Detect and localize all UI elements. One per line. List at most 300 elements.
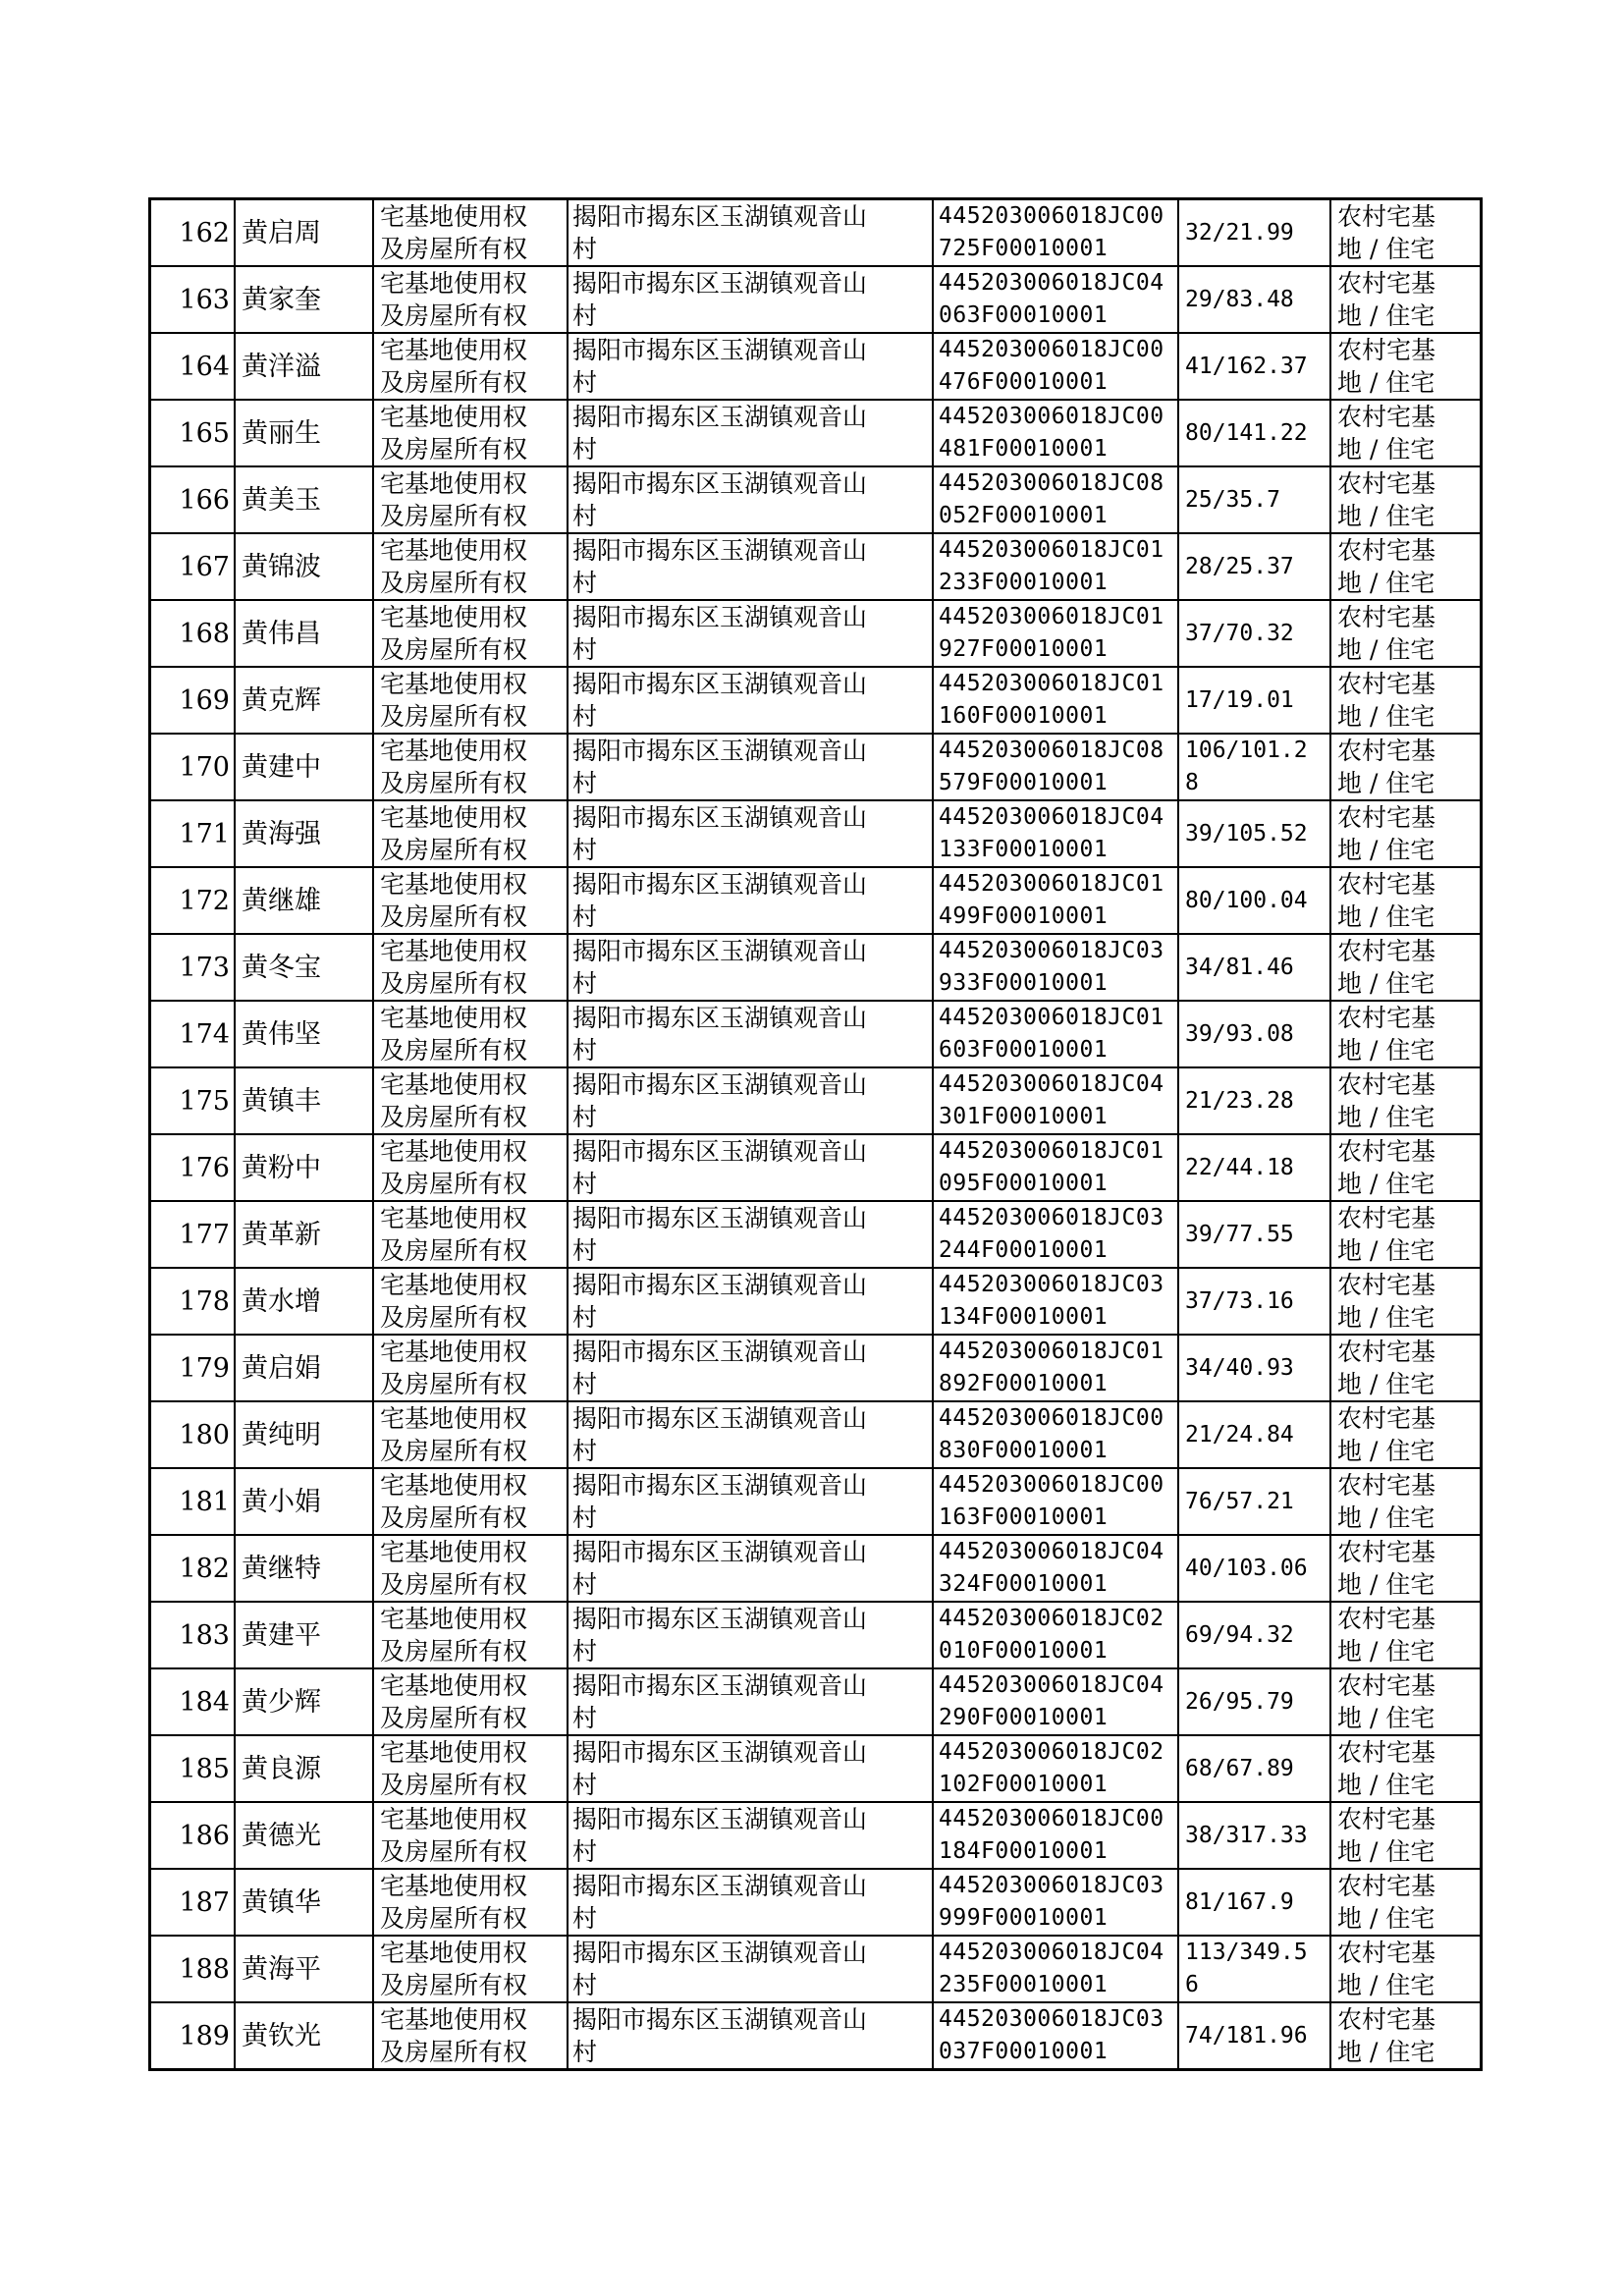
unit-code-cell-line-1: 445203006018JC04 [939, 1071, 1164, 1097]
land-use-cell-line-2: 地 / 住宅 [1337, 1637, 1435, 1666]
area-cell-line-1: 34/81.46 [1185, 954, 1294, 980]
location-cell [568, 1468, 933, 1535]
unit-code-cell-line-1: 445203006018JC00 [939, 1472, 1164, 1498]
right-type-cell-line-1: 宅基地使用权 [380, 737, 528, 765]
row-number-cell: 183 [150, 1602, 236, 1668]
land-use-cell-line-2: 地 / 住宅 [1337, 635, 1435, 664]
location-cell-line-2: 村 [572, 635, 598, 664]
right-type-cell-line-1: 宅基地使用权 [380, 1004, 528, 1032]
area-cell-line-1: 39/93.08 [1185, 1020, 1294, 1047]
unit-code-cell [933, 1535, 1178, 1602]
right-type-cell-line-1: 宅基地使用权 [380, 803, 528, 832]
table-row [150, 266, 1482, 333]
row-number-cell: 186 [150, 1802, 236, 1869]
table-row [150, 800, 1482, 867]
location-cell [568, 199, 933, 267]
right-type-cell-line-2: 及房屋所有权 [380, 435, 528, 464]
land-use-cell-line-2: 地 / 住宅 [1337, 368, 1435, 397]
right-type-cell-line-1: 宅基地使用权 [380, 269, 528, 298]
owner-name-cell: 黄建平 [235, 1602, 373, 1668]
row-number-cell: 163 [150, 266, 236, 333]
right-type-cell-line-2: 及房屋所有权 [380, 702, 528, 731]
table-row [150, 1067, 1482, 1134]
location-cell-line-1: 揭阳市揭东区玉湖镇观音山 [572, 536, 868, 565]
location-cell-line-1: 揭阳市揭东区玉湖镇观音山 [572, 870, 868, 899]
location-cell-line-1: 揭阳市揭东区玉湖镇观音山 [572, 1671, 868, 1700]
right-type-cell [373, 934, 568, 1001]
land-use-cell-line-1: 农村宅基 [1337, 1939, 1436, 1967]
owner-name-cell: 黄继特 [235, 1535, 373, 1602]
right-type-cell-line-1: 宅基地使用权 [380, 1605, 528, 1633]
unit-code-cell [933, 1268, 1178, 1335]
right-type-cell-line-2: 及房屋所有权 [380, 502, 528, 530]
land-use-cell-line-1: 农村宅基 [1337, 870, 1436, 899]
land-use-cell-line-2: 地 / 住宅 [1337, 1771, 1435, 1799]
area-cell-line-2: 8 [1185, 770, 1199, 795]
table-row [150, 1268, 1482, 1335]
area-cell [1178, 934, 1330, 1001]
location-cell-line-1: 揭阳市揭东区玉湖镇观音山 [572, 1872, 868, 1900]
right-type-cell [373, 600, 568, 667]
right-type-cell-line-2: 及房屋所有权 [380, 836, 528, 864]
land-use-cell-line-2: 地 / 住宅 [1337, 1837, 1435, 1866]
land-use-cell-line-2: 地 / 住宅 [1337, 702, 1435, 731]
location-cell-line-2: 村 [572, 702, 598, 731]
location-cell [568, 1067, 933, 1134]
row-number-cell: 168 [150, 600, 236, 667]
owner-name-cell: 黄海平 [235, 1936, 373, 2002]
table-row [150, 2002, 1482, 2070]
land-use-cell [1330, 1602, 1482, 1668]
area-cell [1178, 533, 1330, 600]
right-type-cell [373, 734, 568, 800]
right-type-cell [373, 1802, 568, 1869]
right-type-cell-line-1: 宅基地使用权 [380, 1738, 528, 1767]
land-use-cell-line-1: 农村宅基 [1337, 937, 1436, 965]
location-cell-line-1: 揭阳市揭东区玉湖镇观音山 [572, 1204, 868, 1232]
unit-code-cell [933, 600, 1178, 667]
location-cell [568, 1668, 933, 1735]
unit-code-cell-line-1: 445203006018JC04 [939, 270, 1164, 296]
land-use-cell [1330, 1067, 1482, 1134]
area-cell [1178, 1535, 1330, 1602]
unit-code-cell-line-2: 476F00010001 [939, 369, 1109, 395]
right-type-cell-line-1: 宅基地使用权 [380, 1805, 528, 1833]
area-cell [1178, 266, 1330, 333]
land-use-cell [1330, 1802, 1482, 1869]
land-use-cell [1330, 1134, 1482, 1201]
unit-code-cell-line-2: 999F00010001 [939, 1905, 1109, 1931]
land-use-cell-line-2: 地 / 住宅 [1337, 1704, 1435, 1732]
location-cell-line-2: 村 [572, 1637, 598, 1666]
right-type-cell-line-2: 及房屋所有权 [380, 1837, 528, 1866]
location-cell-line-1: 揭阳市揭东区玉湖镇观音山 [572, 1805, 868, 1833]
row-number-cell: 162 [150, 199, 236, 267]
right-type-cell [373, 333, 568, 400]
row-number-cell: 165 [150, 400, 236, 466]
land-use-cell-line-2: 地 / 住宅 [1337, 235, 1435, 263]
owner-name-cell: 黄伟昌 [235, 600, 373, 667]
table-row [150, 1535, 1482, 1602]
land-use-cell-line-2: 地 / 住宅 [1337, 836, 1435, 864]
area-cell-line-1: 80/141.22 [1185, 419, 1308, 446]
location-cell-line-2: 村 [572, 368, 598, 397]
land-use-cell-line-1: 农村宅基 [1337, 403, 1436, 431]
area-cell-line-1: 40/103.06 [1185, 1555, 1308, 1581]
land-use-cell-line-2: 地 / 住宅 [1337, 1036, 1435, 1065]
right-type-cell-line-2: 及房屋所有权 [380, 1370, 528, 1398]
unit-code-cell-line-1: 445203006018JC02 [939, 1739, 1164, 1765]
owner-name-cell: 黄继雄 [235, 867, 373, 934]
right-type-cell-line-1: 宅基地使用权 [380, 1404, 528, 1433]
right-type-cell-line-1: 宅基地使用权 [380, 1939, 528, 1967]
owner-name-cell: 黄冬宝 [235, 934, 373, 1001]
land-use-cell [1330, 1335, 1482, 1401]
land-use-cell [1330, 466, 1482, 533]
area-cell [1178, 1067, 1330, 1134]
area-cell-line-1: 34/40.93 [1185, 1354, 1294, 1381]
right-type-cell [373, 1869, 568, 1936]
area-cell-line-1: 81/167.9 [1185, 1888, 1294, 1915]
right-type-cell-line-2: 及房屋所有权 [380, 1236, 528, 1265]
unit-code-cell-line-2: 481F00010001 [939, 436, 1109, 462]
location-cell [568, 1268, 933, 1335]
unit-code-cell-line-2: 933F00010001 [939, 970, 1109, 996]
row-number-cell: 179 [150, 1335, 236, 1401]
land-use-cell [1330, 2002, 1482, 2070]
table-row [150, 1001, 1482, 1067]
right-type-cell-line-2: 及房屋所有权 [380, 1103, 528, 1131]
table-row [150, 1335, 1482, 1401]
right-type-cell-line-2: 及房屋所有权 [380, 1303, 528, 1332]
right-type-cell-line-2: 及房屋所有权 [380, 902, 528, 931]
area-cell [1178, 1735, 1330, 1802]
table-row [150, 1936, 1482, 2002]
table-row [150, 1134, 1482, 1201]
unit-code-cell-line-1: 445203006018JC03 [939, 938, 1164, 963]
land-use-cell-line-2: 地 / 住宅 [1337, 1904, 1435, 1933]
land-use-cell-line-1: 农村宅基 [1337, 737, 1436, 765]
land-use-cell [1330, 1668, 1482, 1735]
row-number-cell: 182 [150, 1535, 236, 1602]
unit-code-cell [933, 667, 1178, 734]
area-cell-line-1: 21/23.28 [1185, 1087, 1294, 1114]
owner-name-cell: 黄纯明 [235, 1401, 373, 1468]
row-number-cell: 188 [150, 1936, 236, 2002]
location-cell-line-2: 村 [572, 1036, 598, 1065]
area-cell [1178, 2002, 1330, 2070]
row-number-cell: 181 [150, 1468, 236, 1535]
unit-code-cell-line-2: 290F00010001 [939, 1705, 1109, 1730]
location-cell [568, 1735, 933, 1802]
land-use-cell-line-1: 农村宅基 [1337, 1671, 1436, 1700]
owner-name-cell: 黄水增 [235, 1268, 373, 1335]
land-use-cell-line-1: 农村宅基 [1337, 336, 1436, 364]
area-cell [1178, 466, 1330, 533]
unit-code-cell-line-2: 184F00010001 [939, 1838, 1109, 1864]
area-cell [1178, 400, 1330, 466]
right-type-cell-line-2: 及房屋所有权 [380, 368, 528, 397]
land-use-cell-line-1: 农村宅基 [1337, 1004, 1436, 1032]
location-cell [568, 734, 933, 800]
area-cell [1178, 1668, 1330, 1735]
unit-code-cell-line-1: 445203006018JC04 [939, 1539, 1164, 1564]
area-cell-line-1: 37/73.16 [1185, 1287, 1294, 1314]
right-type-cell [373, 800, 568, 867]
land-use-cell [1330, 800, 1482, 867]
area-cell [1178, 1802, 1330, 1869]
owner-name-cell: 黄丽生 [235, 400, 373, 466]
unit-code-cell-line-1: 445203006018JC04 [939, 804, 1164, 830]
location-cell-line-1: 揭阳市揭东区玉湖镇观音山 [572, 603, 868, 631]
row-number-cell: 174 [150, 1001, 236, 1067]
land-use-cell [1330, 1201, 1482, 1268]
row-number-cell: 189 [150, 2002, 236, 2070]
right-type-cell [373, 867, 568, 934]
right-type-cell-line-2: 及房屋所有权 [380, 235, 528, 263]
location-cell [568, 1602, 933, 1668]
location-cell-line-2: 村 [572, 235, 598, 263]
location-cell-line-2: 村 [572, 1303, 598, 1332]
unit-code-cell [933, 1201, 1178, 1268]
location-cell-line-1: 揭阳市揭东区玉湖镇观音山 [572, 469, 868, 498]
location-cell [568, 1201, 933, 1268]
land-use-cell [1330, 667, 1482, 734]
right-type-cell [373, 1001, 568, 1067]
owner-name-cell: 黄克辉 [235, 667, 373, 734]
location-cell-line-2: 村 [572, 502, 598, 530]
area-cell [1178, 600, 1330, 667]
unit-code-cell-line-2: 134F00010001 [939, 1304, 1109, 1330]
right-type-cell-line-1: 宅基地使用权 [380, 403, 528, 431]
unit-code-cell [933, 1335, 1178, 1401]
unit-code-cell-line-1: 445203006018JC01 [939, 604, 1164, 629]
land-use-cell [1330, 1735, 1482, 1802]
land-use-cell-line-2: 地 / 住宅 [1337, 435, 1435, 464]
right-type-cell-line-2: 及房屋所有权 [380, 1637, 528, 1666]
location-cell-line-2: 村 [572, 1103, 598, 1131]
location-cell [568, 333, 933, 400]
land-use-cell [1330, 734, 1482, 800]
unit-code-cell-line-2: 160F00010001 [939, 703, 1109, 729]
owner-name-cell: 黄粉中 [235, 1134, 373, 1201]
right-type-cell-line-1: 宅基地使用权 [380, 469, 528, 498]
unit-code-cell-line-2: 163F00010001 [939, 1504, 1109, 1530]
row-number-cell: 187 [150, 1869, 236, 1936]
land-use-cell-line-2: 地 / 住宅 [1337, 1236, 1435, 1265]
location-cell-line-1: 揭阳市揭东区玉湖镇观音山 [572, 1004, 868, 1032]
right-type-cell [373, 1134, 568, 1201]
owner-name-cell: 黄美玉 [235, 466, 373, 533]
location-cell-line-2: 村 [572, 1236, 598, 1265]
land-use-cell-line-2: 地 / 住宅 [1337, 2038, 1435, 2066]
location-cell [568, 600, 933, 667]
location-cell-line-2: 村 [572, 301, 598, 330]
unit-code-cell [933, 1936, 1178, 2002]
location-cell [568, 533, 933, 600]
land-use-cell-line-2: 地 / 住宅 [1337, 1971, 1435, 1999]
owner-name-cell: 黄启娟 [235, 1335, 373, 1401]
table-row [150, 1668, 1482, 1735]
land-use-cell [1330, 1001, 1482, 1067]
table-row [150, 199, 1482, 267]
row-number-cell: 184 [150, 1668, 236, 1735]
unit-code-cell-line-2: 063F00010001 [939, 302, 1109, 328]
location-cell-line-1: 揭阳市揭东区玉湖镇观音山 [572, 1939, 868, 1967]
table-row [150, 1869, 1482, 1936]
location-cell [568, 266, 933, 333]
table-row [150, 333, 1482, 400]
unit-code-cell [933, 533, 1178, 600]
row-number-cell: 171 [150, 800, 236, 867]
unit-code-cell-line-2: 233F00010001 [939, 570, 1109, 595]
location-cell-line-1: 揭阳市揭东区玉湖镇观音山 [572, 937, 868, 965]
area-cell-line-1: 113/349.5 [1185, 1940, 1308, 1965]
location-cell-line-1: 揭阳市揭东区玉湖镇观音山 [572, 202, 868, 231]
area-cell-line-1: 32/21.99 [1185, 219, 1294, 246]
right-type-cell-line-2: 及房屋所有权 [380, 1904, 528, 1933]
location-cell-line-1: 揭阳市揭东区玉湖镇观音山 [572, 1070, 868, 1099]
land-use-cell [1330, 1268, 1482, 1335]
area-cell-line-1: 74/181.96 [1185, 2022, 1308, 2049]
unit-code-cell-line-1: 445203006018JC03 [939, 1272, 1164, 1297]
location-cell-line-2: 村 [572, 1837, 598, 1866]
right-type-cell-line-2: 及房屋所有权 [380, 635, 528, 664]
row-number-cell: 176 [150, 1134, 236, 1201]
land-use-cell-line-2: 地 / 住宅 [1337, 1170, 1435, 1198]
land-use-cell-line-1: 农村宅基 [1337, 469, 1436, 498]
land-use-cell-line-1: 农村宅基 [1337, 1738, 1436, 1767]
location-cell-line-2: 村 [572, 1971, 598, 1999]
right-type-cell-line-2: 及房屋所有权 [380, 769, 528, 797]
owner-name-cell: 黄启周 [235, 199, 373, 267]
land-use-cell-line-2: 地 / 住宅 [1337, 1570, 1435, 1599]
unit-code-cell-line-2: 102F00010001 [939, 1772, 1109, 1797]
table-body [150, 199, 1482, 2070]
unit-code-cell [933, 1668, 1178, 1735]
area-cell-line-1: 21/24.84 [1185, 1421, 1294, 1448]
land-use-cell [1330, 1936, 1482, 2002]
unit-code-cell-line-2: 037F00010001 [939, 2039, 1109, 2064]
land-use-cell-line-2: 地 / 住宅 [1337, 1303, 1435, 1332]
right-type-cell [373, 667, 568, 734]
unit-code-cell-line-1: 445203006018JC00 [939, 203, 1164, 229]
location-cell-line-1: 揭阳市揭东区玉湖镇观音山 [572, 2005, 868, 2034]
land-use-cell-line-1: 农村宅基 [1337, 1605, 1436, 1633]
owner-name-cell: 黄建中 [235, 734, 373, 800]
unit-code-cell-line-1: 445203006018JC00 [939, 1806, 1164, 1831]
right-type-cell-line-1: 宅基地使用权 [380, 1271, 528, 1299]
land-use-cell [1330, 1535, 1482, 1602]
area-cell-line-1: 39/77.55 [1185, 1221, 1294, 1247]
location-cell [568, 1001, 933, 1067]
area-cell-line-1: 106/101.2 [1185, 738, 1308, 763]
right-type-cell-line-1: 宅基地使用权 [380, 1471, 528, 1500]
unit-code-cell-line-1: 445203006018JC01 [939, 1339, 1164, 1364]
location-cell-line-2: 村 [572, 1370, 598, 1398]
unit-code-cell-line-2: 892F00010001 [939, 1371, 1109, 1396]
location-cell-line-1: 揭阳市揭东区玉湖镇观音山 [572, 269, 868, 298]
unit-code-cell-line-2: 052F00010001 [939, 503, 1109, 528]
row-number-cell: 173 [150, 934, 236, 1001]
land-use-cell-line-1: 农村宅基 [1337, 1805, 1436, 1833]
unit-code-cell [933, 1468, 1178, 1535]
table-row [150, 667, 1482, 734]
row-number-cell: 169 [150, 667, 236, 734]
unit-code-cell [933, 333, 1178, 400]
unit-code-cell-line-1: 445203006018JC00 [939, 337, 1164, 362]
land-use-cell-line-1: 农村宅基 [1337, 1137, 1436, 1166]
right-type-cell-line-2: 及房屋所有权 [380, 1503, 528, 1532]
area-cell [1178, 1268, 1330, 1335]
right-type-cell-line-2: 及房屋所有权 [380, 2038, 528, 2066]
land-use-cell-line-2: 地 / 住宅 [1337, 969, 1435, 998]
location-cell [568, 1802, 933, 1869]
location-cell [568, 400, 933, 466]
area-cell [1178, 199, 1330, 267]
right-type-cell-line-2: 及房屋所有权 [380, 1971, 528, 1999]
right-type-cell [373, 1268, 568, 1335]
table-row [150, 734, 1482, 800]
unit-code-cell [933, 466, 1178, 533]
unit-code-cell-line-1: 445203006018JC01 [939, 537, 1164, 563]
location-cell-line-2: 村 [572, 969, 598, 998]
area-cell [1178, 734, 1330, 800]
land-use-cell-line-1: 农村宅基 [1337, 1471, 1436, 1500]
right-type-cell-line-1: 宅基地使用权 [380, 1872, 528, 1900]
right-type-cell [373, 400, 568, 466]
owner-name-cell: 黄锦波 [235, 533, 373, 600]
unit-code-cell [933, 1134, 1178, 1201]
unit-code-cell-line-2: 830F00010001 [939, 1438, 1109, 1463]
right-type-cell [373, 533, 568, 600]
row-number-cell: 180 [150, 1401, 236, 1468]
owner-name-cell: 黄海强 [235, 800, 373, 867]
table-row [150, 1735, 1482, 1802]
area-cell [1178, 333, 1330, 400]
right-type-cell [373, 1602, 568, 1668]
area-cell [1178, 667, 1330, 734]
table-row [150, 1602, 1482, 1668]
unit-code-cell-line-1: 445203006018JC01 [939, 1138, 1164, 1164]
right-type-cell-line-2: 及房屋所有权 [380, 969, 528, 998]
location-cell-line-2: 村 [572, 902, 598, 931]
location-cell [568, 800, 933, 867]
right-type-cell-line-1: 宅基地使用权 [380, 1204, 528, 1232]
land-use-cell [1330, 400, 1482, 466]
unit-code-cell [933, 1001, 1178, 1067]
area-cell [1178, 800, 1330, 867]
right-type-cell-line-1: 宅基地使用权 [380, 603, 528, 631]
location-cell-line-1: 揭阳市揭东区玉湖镇观音山 [572, 803, 868, 832]
land-use-cell-line-1: 农村宅基 [1337, 670, 1436, 698]
table-row [150, 1802, 1482, 1869]
row-number-cell: 175 [150, 1067, 236, 1134]
table-row [150, 600, 1482, 667]
unit-code-cell [933, 934, 1178, 1001]
unit-code-cell-line-2: 095F00010001 [939, 1171, 1109, 1196]
area-cell [1178, 1869, 1330, 1936]
unit-code-cell [933, 199, 1178, 267]
right-type-cell-line-1: 宅基地使用权 [380, 1137, 528, 1166]
unit-code-cell-line-1: 445203006018JC03 [939, 1873, 1164, 1898]
owner-name-cell: 黄家奎 [235, 266, 373, 333]
location-cell-line-2: 村 [572, 1771, 598, 1799]
unit-code-cell [933, 867, 1178, 934]
right-type-cell [373, 266, 568, 333]
unit-code-cell-line-1: 445203006018JC03 [939, 1205, 1164, 1230]
right-type-cell [373, 1067, 568, 1134]
